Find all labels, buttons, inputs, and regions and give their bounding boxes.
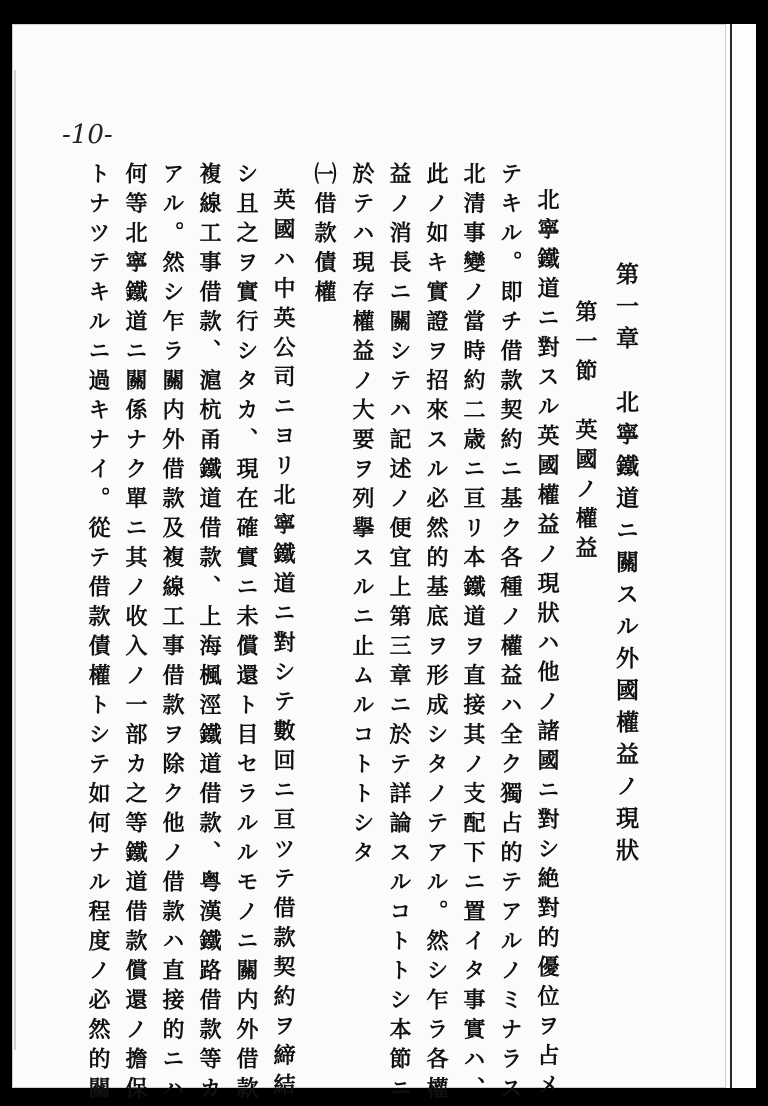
text-column-10: 複線工事借款、滬杭甬鐵道借款、上海楓涇鐵道借款、粤漢鐵路借款等カ [196, 162, 222, 1106]
text-column-6: 於テハ現存權益ノ大要ヲ列擧スルニ止ムルコトトシタ [349, 162, 375, 870]
subheading-loan-claims: ㈠借款債權 [311, 162, 337, 310]
text-column-4: 此ノ如キ實證ヲ招來スル必然的基底ヲ形成シタノテアル。然シ乍ラ各權 [423, 162, 449, 1106]
text-column-2: テキル。即チ借款契約ニ基ク各種ノ權益ハ全ク獨占的テアルノミナラス [497, 162, 523, 1106]
text-column-3: 北清事變ノ當時約二歳ニ亘リ本鐵道ヲ直接其ノ支配下ニ置イタ事實ハ、 [460, 162, 486, 1106]
section-heading: 第一節 英國ノ權益 [572, 300, 598, 566]
text-column-9: シ且之ヲ實行シタカ、現在確實ニ未償還ト目セラルルモノニ關内外借款 [233, 162, 259, 1106]
text-column-8: 英國ハ中英公司ニヨリ北寧鐵道ニ對シテ數回ニ亘ツテ借款契約ヲ締結 [270, 188, 296, 1103]
text-column-13: トナツテキルニ過キナイ。從テ借款債權トシテ如何ナル程度ノ必然的關 [85, 162, 111, 1106]
binding-line [730, 24, 732, 1088]
text-column-12: 何等北寧鐵道ニ關係ナク單ニ其ノ收入ノ一部カ之等鐵道借款償還ノ擔保 [122, 162, 148, 1106]
page-margin-line [14, 70, 16, 1050]
chapter-heading: 第一章 北寧鐵道ニ關スル外國權益ノ現狀 [612, 262, 639, 870]
text-column-5: 益ノ消長ニ關シテハ記述ノ便宜上第三章ニ於テ詳論スルコトトシ本節ニ [386, 162, 412, 1106]
text-column-1: 北寧鐵道ニ對スル英國權益ノ現狀ハ他ノ諸國ニ對シ絶對的優位ヲ占メ [534, 188, 560, 1103]
page-number: -10- [62, 120, 113, 150]
text-column-11: アル。然シ乍ラ關内外借款及複線工事借款ヲ除ク他ノ借款ハ直接的ニハ [159, 162, 185, 1106]
